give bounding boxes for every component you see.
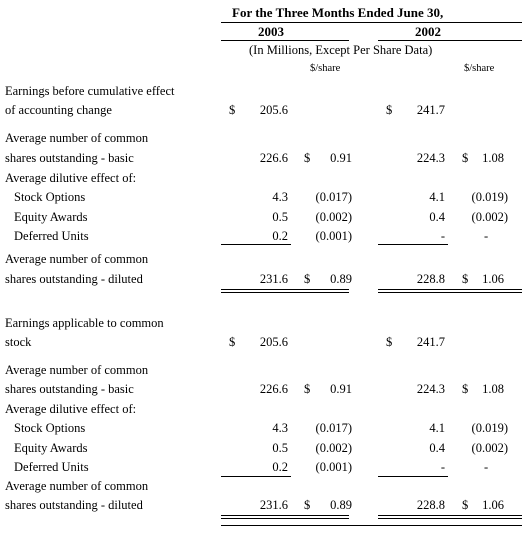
row-label: of accounting change bbox=[5, 103, 112, 117]
value-cell: 224.3 bbox=[416, 151, 445, 165]
per-share-cell: - bbox=[484, 229, 489, 243]
per-share-cell: (0.002) bbox=[471, 441, 508, 455]
row-label: Average dilutive effect of: bbox=[5, 171, 137, 185]
total-rule bbox=[221, 518, 349, 519]
subtotal-rule bbox=[378, 476, 448, 477]
value-cell: 4.3 bbox=[272, 421, 288, 435]
per-share-cell: 0.91 bbox=[330, 151, 352, 165]
per-share-cell: 0.89 bbox=[330, 272, 352, 286]
value-cell: 224.3 bbox=[416, 382, 445, 396]
per-share-cell: (0.001) bbox=[315, 229, 352, 243]
row-label: Average number of common bbox=[5, 479, 149, 493]
subtotal-rule bbox=[378, 244, 448, 245]
row-label: shares outstanding - diluted bbox=[5, 498, 143, 512]
period-title: For the Three Months Ended June 30, bbox=[232, 5, 444, 20]
currency-symbol: $ bbox=[386, 335, 393, 349]
per-share-cell: (0.002) bbox=[315, 210, 352, 224]
per-share-cell: - bbox=[484, 460, 489, 474]
total-rule bbox=[378, 289, 522, 290]
units-note: (In Millions, Except Per Share Data) bbox=[249, 43, 433, 57]
total-rule bbox=[378, 292, 522, 293]
row-label: Average number of common bbox=[5, 252, 149, 266]
value-cell: 228.8 bbox=[416, 498, 445, 512]
per-share-cell: (0.017) bbox=[315, 190, 352, 204]
total-rule bbox=[221, 292, 349, 293]
value-cell: 4.1 bbox=[429, 421, 445, 435]
row-label: shares outstanding - basic bbox=[5, 151, 134, 165]
bottom-rule bbox=[221, 525, 522, 526]
currency-symbol: $ bbox=[462, 272, 469, 286]
value-cell: 231.6 bbox=[259, 498, 288, 512]
value-cell: 205.6 bbox=[259, 103, 288, 117]
row-label: Equity Awards bbox=[14, 441, 88, 455]
value-cell: 0.4 bbox=[429, 441, 445, 455]
row-label: Average dilutive effect of: bbox=[5, 402, 137, 416]
row-label: Stock Options bbox=[14, 190, 86, 204]
row-label: Equity Awards bbox=[14, 210, 88, 224]
value-cell: 0.4 bbox=[429, 210, 445, 224]
row-label: Average number of common bbox=[5, 363, 149, 377]
total-rule bbox=[378, 515, 522, 516]
row-label: Earnings before cumulative effect bbox=[5, 84, 175, 98]
value-cell: - bbox=[440, 460, 445, 474]
per-share-cell: 1.06 bbox=[482, 498, 504, 512]
per-share-cell: (0.017) bbox=[315, 421, 352, 435]
per-share-cell: (0.002) bbox=[315, 441, 352, 455]
value-cell: 0.5 bbox=[272, 441, 288, 455]
value-cell: 205.6 bbox=[259, 335, 288, 349]
per-share-cell: (0.001) bbox=[315, 460, 352, 474]
currency-symbol: $ bbox=[462, 382, 469, 396]
currency-symbol: $ bbox=[229, 335, 236, 349]
total-rule bbox=[221, 515, 349, 516]
row-label: Stock Options bbox=[14, 421, 86, 435]
value-cell: 4.1 bbox=[429, 190, 445, 204]
row-label: shares outstanding - diluted bbox=[5, 272, 143, 286]
row-label: stock bbox=[5, 335, 32, 349]
row-label: Deferred Units bbox=[14, 229, 89, 243]
per-share-2003-header: $/share bbox=[310, 63, 341, 74]
currency-symbol: $ bbox=[386, 103, 393, 117]
per-share-cell: 1.08 bbox=[482, 382, 504, 396]
row-label: shares outstanding - basic bbox=[5, 382, 134, 396]
row-label: Deferred Units bbox=[14, 460, 89, 474]
row-label: Earnings applicable to common bbox=[5, 316, 164, 330]
year-2003-header: 2003 bbox=[258, 24, 284, 39]
value-cell: 226.6 bbox=[259, 382, 288, 396]
per-share-cell: 1.06 bbox=[482, 272, 504, 286]
value-cell: 226.6 bbox=[259, 151, 288, 165]
header-rule-top bbox=[221, 22, 522, 23]
per-share-cell: (0.019) bbox=[471, 421, 508, 435]
value-cell: 231.6 bbox=[259, 272, 288, 286]
per-share-2002-header: $/share bbox=[464, 63, 495, 74]
value-cell: 0.2 bbox=[272, 460, 288, 474]
total-rule bbox=[378, 518, 522, 519]
currency-symbol: $ bbox=[462, 498, 469, 512]
value-cell: - bbox=[440, 229, 445, 243]
value-cell: 0.5 bbox=[272, 210, 288, 224]
currency-symbol: $ bbox=[304, 151, 311, 165]
subtotal-rule bbox=[221, 476, 291, 477]
value-cell: 228.8 bbox=[416, 272, 445, 286]
subtotal-rule bbox=[221, 244, 291, 245]
currency-symbol: $ bbox=[462, 151, 469, 165]
year-2002-rule bbox=[378, 40, 522, 41]
value-cell: 0.2 bbox=[272, 229, 288, 243]
total-rule bbox=[221, 289, 349, 290]
per-share-cell: 0.89 bbox=[330, 498, 352, 512]
per-share-cell: (0.002) bbox=[471, 210, 508, 224]
currency-symbol: $ bbox=[304, 498, 311, 512]
per-share-cell: (0.019) bbox=[471, 190, 508, 204]
per-share-cell: 1.08 bbox=[482, 151, 504, 165]
row-label: Average number of common bbox=[5, 131, 149, 145]
currency-symbol: $ bbox=[229, 103, 236, 117]
currency-symbol: $ bbox=[304, 272, 311, 286]
year-2002-header: 2002 bbox=[415, 24, 441, 39]
value-cell: 4.3 bbox=[272, 190, 288, 204]
value-cell: 241.7 bbox=[416, 103, 445, 117]
currency-symbol: $ bbox=[304, 382, 311, 396]
year-2003-rule bbox=[221, 40, 349, 41]
per-share-cell: 0.91 bbox=[330, 382, 352, 396]
value-cell: 241.7 bbox=[416, 335, 445, 349]
